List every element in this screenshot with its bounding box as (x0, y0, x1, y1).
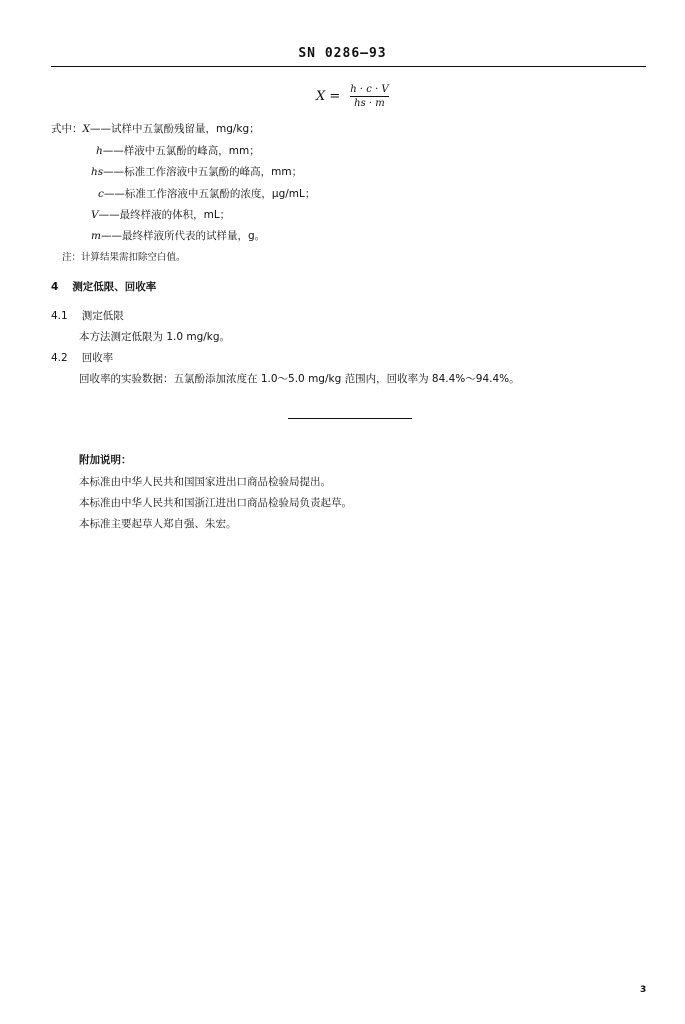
formula-denominator: hs · m (350, 96, 389, 109)
header-rule (51, 66, 646, 67)
subsection-number: 4.2 (51, 352, 68, 364)
where-symbol: X (82, 123, 90, 135)
additional-line: 本标准由中华人民共和国浙江进出口商品检验局负责起草。 (79, 497, 352, 509)
where-text: ——标准工作溶液中五氯酚的浓度，μg/mL； (103, 188, 316, 200)
where-symbol: V (91, 209, 99, 221)
formula-numerator: h · c · V (350, 84, 389, 95)
subsection-4-2-heading (51, 350, 113, 365)
where-text: ——最终样液所代表的试样量，g。 (100, 230, 266, 242)
where-item-m (91, 228, 265, 243)
subsection-4-1-heading (51, 308, 124, 323)
where-item-c (98, 186, 315, 201)
where-symbol: h (96, 145, 103, 157)
where-item-h (96, 143, 260, 158)
where-symbol: m (91, 230, 101, 242)
subsection-4-2-body: 回收率的实验数据：五氯酚添加浓度在 1.0～5.0 mg/kg 范围内，回收率为 84.4%～94.4%。 (79, 373, 520, 385)
standard-code: SN 0286—93 (298, 46, 387, 61)
formula-fraction (346, 84, 392, 109)
where-symbol: c (98, 188, 104, 200)
where-item-x (51, 121, 260, 136)
additional-line: 本标准主要起草人郑自强、朱宏。 (79, 518, 237, 530)
subsection-number: 4.1 (51, 310, 68, 322)
where-text: ——标准工作溶液中五氯酚的峰高，mm； (103, 166, 303, 178)
formula-lhs: X = (316, 89, 341, 104)
subsection-title: 回收率 (81, 352, 114, 364)
additional-heading: 附加说明： (79, 454, 132, 466)
section-4-heading (51, 279, 156, 294)
where-text: ——试样中五氯酚残留量，mg/kg； (89, 123, 260, 135)
where-item-hs (91, 164, 302, 179)
section-title: 测定低限、回收率 (72, 281, 157, 293)
page-number: 3 (640, 985, 647, 995)
where-text: ——最终样液的体积，mL； (98, 209, 231, 221)
subsection-title: 测定低限 (81, 310, 124, 322)
section-number: 4 (51, 281, 59, 293)
additional-line: 本标准由中华人民共和国国家进出口商品检验局提出。 (79, 476, 331, 488)
where-text: ——样液中五氯酚的峰高，mm； (102, 145, 260, 157)
calc-note: 注：计算结果需扣除空白值。 (62, 252, 186, 263)
subsection-4-1-body: 本方法测定低限为 1.0 mg/kg。 (79, 331, 231, 343)
where-intro: 式中： (51, 123, 83, 135)
formula (316, 84, 393, 109)
where-item-v (91, 207, 230, 222)
where-symbol: hs (91, 166, 104, 178)
section-divider (288, 418, 412, 419)
